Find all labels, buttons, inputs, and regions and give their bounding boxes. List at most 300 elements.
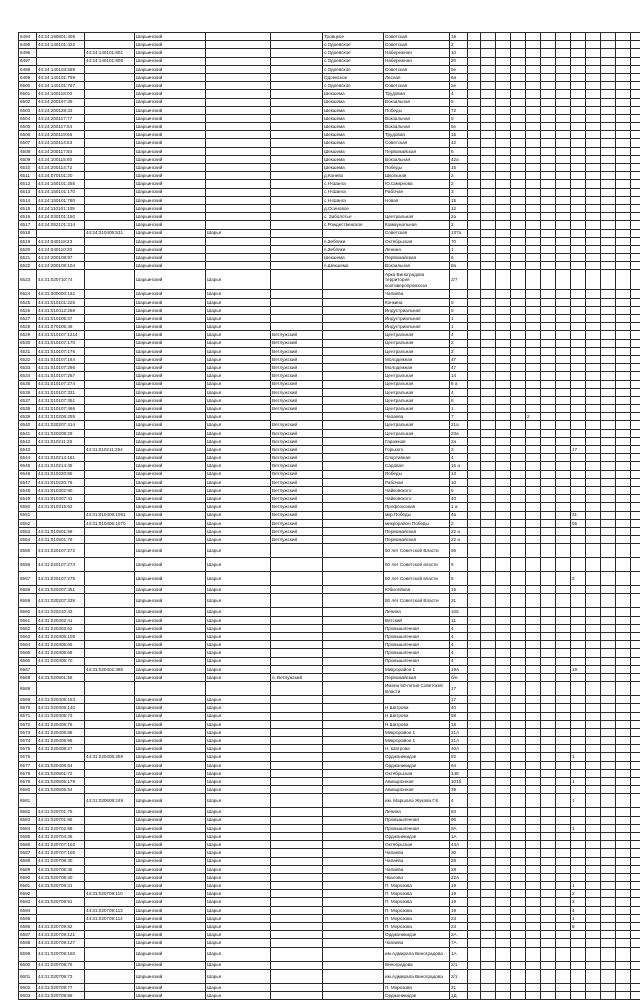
value-cell [631,470,640,478]
value-cell [586,983,601,991]
table-row [19,931,640,939]
value-cell [601,649,616,657]
cadastral-number-alt-cell [85,873,135,881]
table-row [19,503,640,511]
cadastral-number-cell: 44:31:020207:339 [37,594,85,608]
locality-cell: с. Заболотье [323,213,384,221]
house-number-cell: 2 [450,339,468,347]
value-cell [556,753,571,761]
value-cell [556,57,571,65]
value-cell [556,704,571,712]
value-cell [541,478,556,486]
value-cell [541,753,556,761]
row-number-cell: 6516 [19,213,37,221]
house-number-cell: 1А [450,832,468,840]
value-cell [631,544,640,558]
value-cell [511,824,526,832]
value-cell [541,536,556,544]
settlement-district-cell [271,139,323,147]
value-cell [511,794,526,808]
value-cell [556,405,571,413]
value-cell [496,237,511,245]
value-cell [468,594,481,608]
cadastral-number-alt-cell [85,33,135,41]
locality-cell [323,808,384,816]
value-cell [601,446,616,454]
value-cell [616,331,631,339]
value-cell [511,882,526,890]
value-cell [468,478,481,486]
cadastral-number-alt-cell [85,608,135,616]
house-number-cell: 42 [450,139,468,147]
value-cell [541,413,556,421]
cadastral-number-alt-cell [85,123,135,131]
value-cell [556,73,571,81]
value-cell [496,131,511,139]
value-cell [601,462,616,470]
value-cell [556,180,571,188]
value-cell [556,608,571,616]
street-cell: Октябрьская [384,841,450,849]
value-cell [556,421,571,429]
settlement-district-cell [271,245,323,253]
cadastral-number-cell: 44:31:020707:105 [37,849,85,857]
district-cell: Шарьинский [135,939,206,947]
city-cell [206,172,271,180]
value-cell [601,262,616,270]
settlement-district-cell [271,608,323,616]
locality-cell [323,608,384,616]
value-cell [541,290,556,298]
value-cell [631,914,640,922]
cadastral-number-cell [37,906,85,914]
value-cell [481,983,496,991]
locality-cell [323,865,384,873]
cadastral-number-cell: 44:31:020305:108 [37,633,85,641]
value-cell [601,969,616,983]
value-cell [526,33,541,41]
value-cell [481,262,496,270]
value-cell [496,761,511,769]
settlement-district-cell [271,57,323,65]
value-cell [541,339,556,347]
value-cell [556,572,571,586]
value-cell [586,470,601,478]
value-cell [631,364,640,372]
value-cell [468,306,481,314]
value-cell [631,808,640,816]
value-cell [601,991,616,999]
value-cell [601,544,616,558]
row-number-cell: 6559 [19,594,37,608]
district-cell: Шарьинский [135,657,206,665]
value-cell [511,437,526,445]
value-cell [586,73,601,81]
settlement-district-cell [271,41,323,49]
value-cell [586,923,601,931]
cadastral-number-cell: 44:31:020305:68 [37,649,85,657]
value-cell [616,82,631,90]
value-cell [556,33,571,41]
district-cell: Шарьинский [135,761,206,769]
value-cell [496,594,511,608]
value-cell [616,413,631,421]
value-cell [571,421,586,429]
house-number-cell: 15 а [450,462,468,470]
district-cell: Шарьинский [135,519,206,527]
cadastral-number-alt-cell [85,649,135,657]
value-cell [468,429,481,437]
value-cell [468,245,481,253]
value-cell [616,446,631,454]
value-cell [541,237,556,245]
value-cell [571,673,586,681]
value-cell [556,429,571,437]
value-cell [556,147,571,155]
house-number-cell: 1 а [450,503,468,511]
value-cell [556,495,571,503]
city-cell [206,49,271,57]
city-cell: Шарья [206,380,271,388]
value-cell [601,682,616,696]
locality-cell [323,873,384,881]
value-cell [586,778,601,786]
city-cell [206,254,271,262]
value-cell [496,204,511,212]
value-cell [541,347,556,355]
value-cell [511,983,526,991]
value-cell [571,180,586,188]
street-cell: Лесная [384,73,450,81]
house-number-cell: 101б [450,778,468,786]
value-cell [496,213,511,221]
table-row [19,536,640,544]
street-cell: Молодежная [384,355,450,363]
value-cell [481,923,496,931]
value-cell [571,188,586,196]
house-number-cell: 4 [450,454,468,462]
table-row [19,339,640,347]
row-number-cell: 6595 [19,914,37,922]
value-cell [526,503,541,511]
value-cell [631,315,640,323]
cadastral-number-alt-cell [85,544,135,558]
value-cell [631,388,640,396]
value-cell [481,245,496,253]
row-number-cell: 6524 [19,290,37,298]
value-cell [541,511,556,519]
locality-cell [323,462,384,470]
district-cell: Шарьинский [135,106,206,114]
value-cell [468,106,481,114]
value-cell [511,649,526,657]
value-cell [496,245,511,253]
value-cell [556,221,571,229]
cadastral-number-cell: 44:24:070101:20 [37,172,85,180]
house-number-cell: 40А [450,745,468,753]
value-cell [496,446,511,454]
value-cell [481,221,496,229]
value-cell [481,454,496,462]
value-cell [481,57,496,65]
cadastral-number-cell: 44:31:010315:62 [37,503,85,511]
value-cell [468,315,481,323]
value-cell [541,931,556,939]
house-number-cell: б/н [450,673,468,681]
value-cell [468,865,481,873]
table-row [19,364,640,372]
row-number-cell: 6572 [19,720,37,728]
value-cell [481,213,496,221]
value-cell [468,388,481,396]
table-row [19,586,640,594]
settlement-district-cell [271,82,323,90]
value-cell [556,824,571,832]
value-cell [586,720,601,728]
value-cell [541,315,556,323]
table-row [19,478,640,486]
locality-cell [323,527,384,535]
cadastral-number-cell [37,519,85,527]
value-cell [556,761,571,769]
value-cell [601,608,616,616]
house-number-cell: 5 [450,98,468,106]
street-cell: Индустриальная [384,323,450,331]
value-cell [541,696,556,704]
value-cell [616,147,631,155]
value-cell [511,753,526,761]
value-cell [468,437,481,445]
table-row [19,306,640,314]
table-row [19,147,640,155]
table-row [19,123,640,131]
value-cell [468,657,481,665]
value-cell [496,355,511,363]
value-cell [601,923,616,931]
value-cell [631,221,640,229]
value-cell [526,649,541,657]
value-cell [541,73,556,81]
value-cell [468,495,481,503]
cadastral-number-cell: 44:31:010107:176 [37,347,85,355]
district-cell: Шарьинский [135,991,206,999]
value-cell [556,245,571,253]
value-cell [541,90,556,98]
row-number-cell: 6557 [19,572,37,586]
value-cell [631,172,640,180]
value-cell [496,421,511,429]
value-cell [526,696,541,704]
locality-cell [323,673,384,681]
value-cell [481,939,496,947]
value-cell [496,673,511,681]
locality-cell: Шекшема [323,254,384,262]
value-cell [481,172,496,180]
value-cell [616,73,631,81]
value-cell [496,657,511,665]
value-cell [616,914,631,922]
value-cell [586,57,601,65]
value-cell [526,372,541,380]
settlement-district-cell [271,857,323,865]
value-cell [468,991,481,999]
cadastral-number-cell: 44:31:010107:331 [37,388,85,396]
city-cell: Шарья [206,396,271,404]
city-cell: Шарья [206,478,271,486]
value-cell [616,865,631,873]
value-cell [601,33,616,41]
value-cell [631,841,640,849]
value-cell [541,462,556,470]
value-cell [511,123,526,131]
city-cell: Шарья [206,270,271,290]
value-cell [616,131,631,139]
value-cell [616,254,631,262]
value-cell [586,196,601,204]
locality-cell [323,841,384,849]
settlement-district-cell [271,106,323,114]
district-cell: Шарьинский [135,503,206,511]
table-row [19,983,640,991]
value-cell [511,914,526,922]
cadastral-number-alt-cell [85,824,135,832]
value-cell [541,429,556,437]
value-cell [556,914,571,922]
district-cell: Шарьинский [135,429,206,437]
value-cell [616,139,631,147]
value-cell [556,298,571,306]
district-cell: Шарьинский [135,380,206,388]
value-cell [616,704,631,712]
street-cell: Молодежная [384,364,450,372]
value-cell [586,204,601,212]
value-cell [586,832,601,840]
value-cell [616,923,631,931]
row-number-cell: 6503 [19,106,37,114]
district-cell: Шарьинский [135,364,206,372]
value-cell [631,536,640,544]
table-row [19,270,640,290]
value-cell [586,364,601,372]
value-cell [571,65,586,73]
street-cell: Орджоникидзе [384,991,450,999]
value-cell [556,213,571,221]
city-cell: Шарья [206,824,271,832]
value-cell [541,778,556,786]
value-cell [616,769,631,777]
table-row [19,865,640,873]
value-cell [481,914,496,922]
house-number-cell: 7 [450,413,468,421]
value-cell [481,720,496,728]
value-cell [571,720,586,728]
cadastral-number-alt-cell [85,572,135,586]
row-number-cell: 6579 [19,778,37,786]
value-cell [586,737,601,745]
value-cell [571,396,586,404]
settlement-district-cell: Ветлужский [271,396,323,404]
value-cell [601,155,616,163]
row-number-cell: 6561 [19,616,37,624]
value-cell [586,961,601,969]
value-cell [468,155,481,163]
value-cell [571,841,586,849]
value-cell [468,794,481,808]
cadastral-number-cell: 44:31:020505:178 [37,778,85,786]
value-cell [526,616,541,624]
value-cell [616,495,631,503]
value-cell [541,298,556,306]
table-row [19,816,640,824]
street-cell: Авиационная [384,786,450,794]
table-row [19,98,640,106]
value-cell [571,495,586,503]
district-cell: Шарьинский [135,816,206,824]
cadastral-number-cell: 44:24:200128:33 [37,106,85,114]
cadastral-number-cell: 44:31:010302:90 [37,486,85,494]
value-cell [601,624,616,632]
value-cell [631,649,640,657]
value-cell [526,665,541,673]
value-cell [468,364,481,372]
value-cell [511,364,526,372]
value-cell [541,229,556,237]
locality-cell [323,486,384,494]
cadastral-number-cell: 44:31:020405:140 [37,704,85,712]
value-cell [541,832,556,840]
value-cell [616,728,631,736]
value-cell [526,914,541,922]
city-cell: Шарья [206,657,271,665]
value-cell [616,849,631,857]
locality-cell [323,421,384,429]
locality-cell: Шекшема [323,114,384,122]
settlement-district-cell [271,172,323,180]
row-number-cell: 6550 [19,503,37,511]
street-cell: Чапаева [384,849,450,857]
city-cell: Шарья [206,712,271,720]
value-cell [496,221,511,229]
value-cell [468,164,481,172]
value-cell [468,229,481,237]
locality-cell [323,778,384,786]
value-cell [511,745,526,753]
value-cell [541,196,556,204]
value-cell [496,914,511,922]
city-cell: Шарья [206,890,271,898]
value-cell [556,131,571,139]
locality-cell [323,824,384,832]
value-cell [511,33,526,41]
value-cell [616,657,631,665]
value-cell: 31 [571,511,586,519]
value-cell [556,364,571,372]
row-number-cell: 6578 [19,769,37,777]
city-cell: Шарья [206,633,271,641]
value-cell [616,245,631,253]
district-cell: Шарьинский [135,906,206,914]
value-cell [601,245,616,253]
value-cell [541,665,556,673]
cadastral-number-cell: 44:24:140101:759 [37,73,85,81]
value-cell [586,873,601,881]
district-cell: Шарьинский [135,221,206,229]
value-cell [616,262,631,270]
cadastral-number-alt-cell: 44:31:020709:113 [85,906,135,914]
value-cell [481,704,496,712]
value-cell [601,832,616,840]
value-cell [511,155,526,163]
